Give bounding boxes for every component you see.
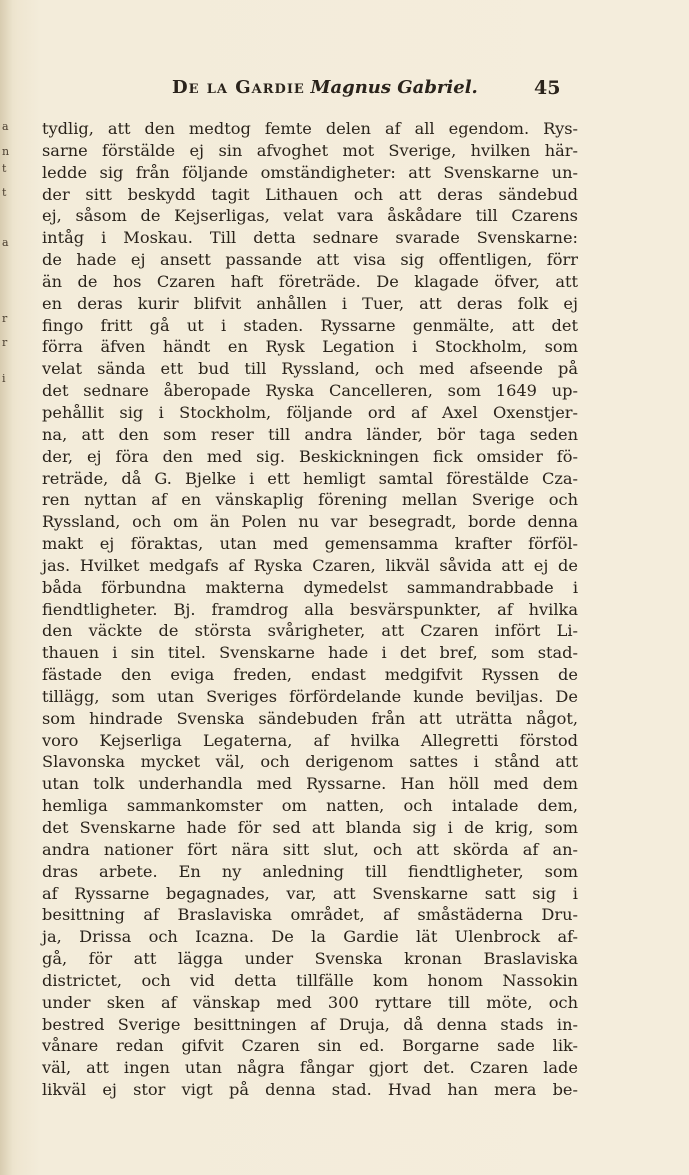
text-line: det sednare åberopade Ryska Cancelleren, som 1649 up- — [42, 381, 578, 401]
text-line: intåg i Moskau. Till detta sednare svarade Svenskarne: — [42, 228, 578, 248]
text-line: fingo fritt gå ut i staden. Ryssarne genmälte, att det — [42, 315, 578, 335]
text-line: vånare redan gifvit Czaren sin ed. Borgarne sade lik- — [42, 1036, 578, 1056]
text-line: besittning af Braslaviska området, af småstäderna Dru- — [42, 905, 578, 925]
margin-mark: i — [2, 372, 6, 385]
margin-mark: r — [2, 312, 8, 325]
header-title: De la Gardie — [172, 77, 305, 98]
text-line: der sitt beskydd tagit Lithauen och att deras sändebud — [42, 184, 578, 204]
text-line: de hade ej ansett passande att visa sig offentligen, förr — [42, 250, 578, 270]
text-line: reträde, då G. Bjelke i ett hemligt samtal förestälde Cza- — [42, 468, 578, 488]
text-line: utan tolk underhandla med Ryssarne. Han höll med dem — [42, 774, 578, 794]
text-line: velat sända ett bud till Ryssland, och med afseende på — [42, 359, 578, 379]
text-line: förra äfven händt en Rysk Legation i Stockholm, som — [42, 337, 578, 357]
text-line: en deras kurir blifvit anhållen i Tuer, att deras folk ej — [42, 293, 578, 313]
text-line: na, att den som reser till andra länder, bör taga seden — [42, 424, 578, 444]
text-line: districtet, och vid detta tillfälle kom honom Nassokin — [42, 970, 578, 990]
text-line: makt ej föraktas, utan med gemensamma krafter förföl- — [42, 534, 578, 554]
text-line: sarne förstälde ej sin afvoghet mot Sverige, hvilken här- — [42, 140, 578, 160]
text-line: båda förbundna makterna dymedelst sammandrabbade i — [42, 577, 578, 597]
margin-mark: r — [2, 336, 8, 349]
text-line: thauen i sin titel. Svenskarne hade i det bref, som stad- — [42, 643, 578, 663]
text-line: bestred Sverige besittningen af Druja, då denna stads in- — [42, 1014, 578, 1034]
running-header — [172, 77, 572, 103]
margin-mark: t — [2, 186, 7, 199]
text-line: det Svenskarne hade för sed att blanda sig i de krig, som — [42, 818, 578, 837]
margin-mark: t — [2, 162, 7, 175]
text-line: dras arbete. En ny anledning till fiendtligheter, som — [42, 861, 578, 881]
page-number: 45 — [534, 77, 561, 99]
text-line: pehållit sig i Stockholm, följande ord af Axel Oxenstjer- — [42, 402, 578, 422]
text-line: ren nyttan af en vänskaplig förening mellan Sverige och — [42, 490, 578, 510]
text-line: af Ryssarne begagnades, var, att Svenskarne satt sig i — [42, 883, 578, 903]
text-line: ja, Drissa och Icazna. De la Gardie lät Ulenbrock af- — [42, 927, 578, 947]
text-line: likväl ej stor vigt på denna stad. Hvad han mera be- — [42, 1080, 578, 1100]
margin-mark: a — [2, 236, 9, 249]
text-line: der, ej föra den med sig. Beskickningen fick omsider fö- — [42, 446, 578, 466]
text-line: ledde sig från följande omständigheter: att Svenskarne un- — [42, 162, 578, 182]
margin-mark: n — [2, 145, 10, 158]
text-line: ej, såsom de Kejserligas, velat vara åskådare till Czarens — [42, 206, 578, 226]
text-line: Slavonska mycket väl, och derigenom sattes i stånd att — [42, 752, 578, 772]
text-line: hemliga sammankomster om natten, och intalade dem, — [42, 796, 578, 816]
text-line: gå, för att lägga under Svenska kronan Braslaviska — [42, 949, 578, 969]
text-line: under sken af vänskap med 300 ryttare till möte, och — [42, 992, 578, 1012]
text-line: tillägg, som utan Sveriges förfördelande kunde beviljas. De — [42, 686, 578, 706]
text-line: som hindrade Svenska sändebuden från att uträtta något, — [42, 708, 578, 728]
page-binding-edge — [0, 0, 12, 1175]
text-line: jas. Hvilket medgafs af Ryska Czaren, likväl såvida att ej de — [42, 555, 578, 575]
text-line: fästade den eviga freden, endast medgifvit Ryssen de — [42, 665, 578, 685]
text-line: fiendtligheter. Bj. framdrog alla besvärspunkter, af hvilka — [42, 599, 578, 619]
body-text — [42, 118, 578, 1101]
text-line: voro Kejserliga Legaterna, af hvilka Allegretti förstod — [42, 730, 578, 750]
text-line: den väckte de största svårigheter, att Czaren infört Li- — [42, 621, 578, 641]
header-name: Magnus Gabriel. — [310, 77, 478, 98]
text-line: tydlig, att den medtog femte delen af all egendom. Rys- — [42, 119, 578, 138]
text-line: andra nationer fört nära sitt slut, och att skörda af an- — [42, 839, 578, 859]
text-line: väl, att ingen utan några fångar gjort det. Czaren lade — [42, 1058, 578, 1078]
text-line: Ryssland, och om än Polen nu var besegradt, borde denna — [42, 512, 578, 532]
text-line: än de hos Czaren haft företräde. De klagade öfver, att — [42, 271, 578, 291]
margin-mark: a — [2, 120, 9, 133]
